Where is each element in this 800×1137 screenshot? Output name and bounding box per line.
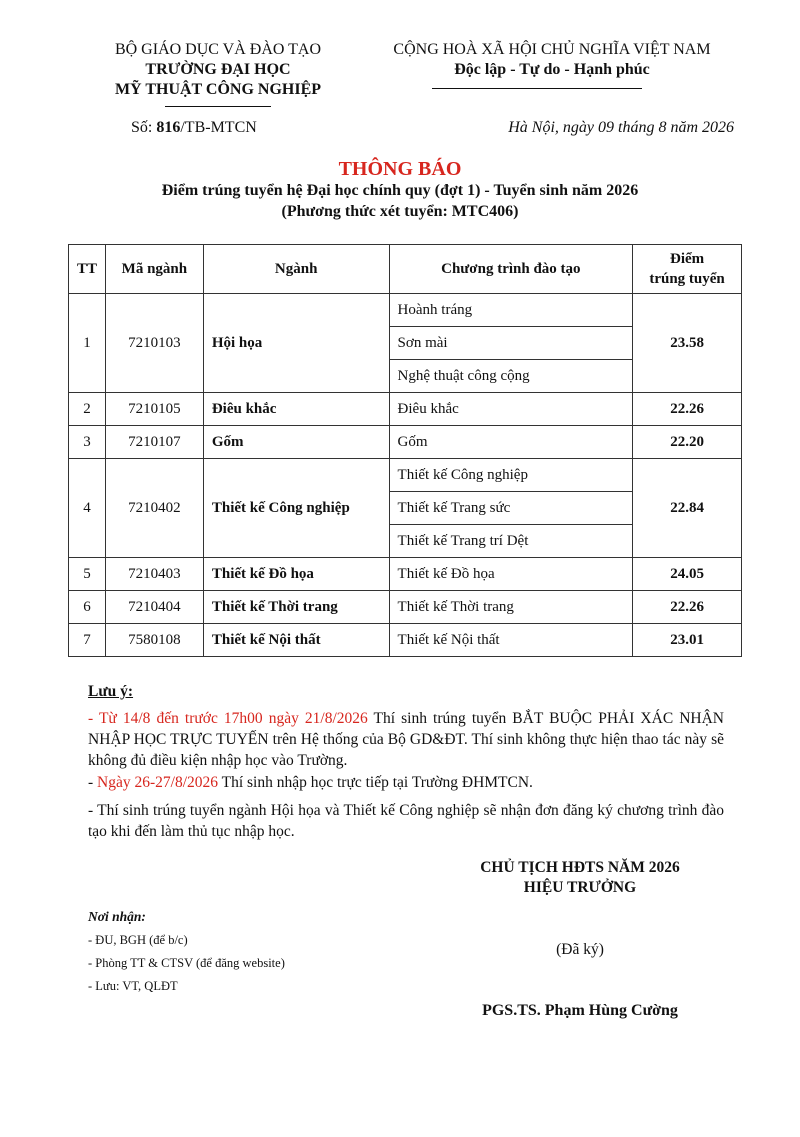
notice-title: THÔNG BÁO: [338, 158, 462, 180]
note-1-text: Thí sinh trúng tuyển BẮT BUỘC PHẢI XÁC NHẬN NHẬP HỌC TRỰC TUYẾN trên Hệ thống của Bộ GD&ĐT. Thí sinh không thực hiện thao tác này sẽ không đủ điều kiện nhập học vào Trường.: [88, 710, 724, 769]
signature-block: [450, 858, 710, 898]
cell-tt: 2: [69, 393, 106, 426]
notes-heading-text: Lưu ý:: [88, 683, 134, 700]
cell-major: Gốm: [203, 426, 389, 459]
school-name-line2: MỸ THUẬT CÔNG NGHIỆP: [114, 81, 322, 98]
document-number: [131, 118, 257, 138]
table-header-row: [69, 245, 742, 294]
cell-program: Thiết kế Công nghiệp: [389, 459, 633, 492]
table-row: [69, 591, 742, 624]
cell-score: 23.01: [633, 624, 742, 657]
cell-major: Thiết kế Nội thất: [203, 624, 389, 657]
signed-mark: (Đã ký): [556, 941, 604, 958]
cell-program: Sơn mài: [389, 327, 633, 360]
cell-code: 7210402: [105, 459, 203, 558]
table-row: [69, 558, 742, 591]
nation-name: CỘNG HOÀ XÃ HỘI CHỦ NGHĨA VIỆT NAM: [393, 41, 711, 58]
header-right: [372, 40, 732, 80]
signer-title-1: CHỦ TỊCH HĐTS NĂM 2026: [480, 859, 680, 876]
doc-no-prefix: Số:: [131, 119, 153, 136]
header-left: [78, 40, 358, 100]
header-left-underline: [165, 106, 271, 107]
notice-subtitle-2: (Phương thức xét tuyển: MTC406): [281, 203, 519, 220]
cell-program: Thiết kế Trang sức: [389, 492, 633, 525]
notes-heading: [88, 681, 133, 702]
cell-program: Thiết kế Đồ họa: [389, 558, 633, 591]
national-motto: Độc lập - Tự do - Hạnh phúc: [454, 61, 650, 78]
cell-program: Nghệ thuật công cộng: [389, 360, 633, 393]
note-2-date: Ngày 26-27/8/2026: [97, 774, 219, 791]
notice-subtitle-1: Điểm trúng tuyển hệ Đại học chính quy (đợt 1) - Tuyển sinh năm 2026: [161, 182, 639, 199]
signer-name: PGS.TS. Phạm Hùng Cường: [482, 1002, 678, 1019]
cell-tt: 6: [69, 591, 106, 624]
cell-code: 7210403: [105, 558, 203, 591]
cell-major: Hội họa: [203, 294, 389, 393]
cell-score: 24.05: [633, 558, 742, 591]
table-row: [69, 294, 742, 327]
recipients-list: [88, 929, 285, 998]
cell-tt: 4: [69, 459, 106, 558]
recipient-item: - Lưu: VT, QLĐT: [88, 979, 178, 993]
cell-code: 7210404: [105, 591, 203, 624]
cell-score: 22.26: [633, 393, 742, 426]
col-header-score: [633, 245, 742, 294]
col-header-program: Chương trình đào tạo: [389, 245, 633, 294]
cell-code: 7210105: [105, 393, 203, 426]
cell-major: Thiết kế Đồ họa: [203, 558, 389, 591]
note-3: - Thí sinh trúng tuyển ngành Hội họa và Thiết kế Công nghiệp sẽ nhận đơn đăng ký chương trình đào tạo khi đến làm thủ tục nhập học.: [88, 802, 724, 840]
note-2-text: Thí sinh nhập học trực tiếp tại Trường ĐHMTCN.: [218, 774, 533, 791]
cell-score: 22.20: [633, 426, 742, 459]
note-1-deadline: - Từ 14/8 đến trước 17h00 ngày 21/8/2026: [88, 710, 368, 727]
table-row: [69, 426, 742, 459]
cell-program: Thiết kế Thời trang: [389, 591, 633, 624]
cell-program: Điêu khắc: [389, 393, 633, 426]
cell-code: 7210103: [105, 294, 203, 393]
col-header-tt: TT: [69, 245, 106, 294]
cell-program: Hoành tráng: [389, 294, 633, 327]
cell-code: 7580108: [105, 624, 203, 657]
table-row: [69, 393, 742, 426]
cell-tt: 1: [69, 294, 106, 393]
doc-no-value: 816: [156, 119, 181, 136]
col-header-score-line2: trúng tuyển: [649, 271, 725, 287]
place-date: Hà Nội, ngày 09 tháng 8 năm 2026: [508, 119, 734, 136]
cell-score: 22.26: [633, 591, 742, 624]
col-header-score-line1: Điểm: [669, 251, 705, 267]
cell-tt: 7: [69, 624, 106, 657]
admission-score-table: [68, 244, 742, 657]
cell-major: Thiết kế Công nghiệp: [203, 459, 389, 558]
ministry-name: BỘ GIÁO DỤC VÀ ĐÀO TẠO: [114, 41, 322, 58]
recipient-item: - Phòng TT & CTSV (để đăng website): [88, 956, 285, 970]
note-2-prefix: -: [88, 774, 98, 791]
school-name-line1: TRƯỜNG ĐẠI HỌC: [145, 61, 291, 78]
cell-score: 22.84: [633, 459, 742, 558]
col-header-major: Ngành: [203, 245, 389, 294]
doc-no-suffix: /TB-MTCN: [180, 119, 257, 136]
signer-title-2: HIỆU TRƯỞNG: [523, 879, 637, 896]
cell-code: 7210107: [105, 426, 203, 459]
recipient-item: - ĐU, BGH (để b/c): [88, 933, 188, 947]
table-row: [69, 624, 742, 657]
cell-major: Điêu khắc: [203, 393, 389, 426]
note-1: [88, 708, 724, 771]
cell-tt: 3: [69, 426, 106, 459]
cell-tt: 5: [69, 558, 106, 591]
cell-program: Thiết kế Trang trí Dệt: [389, 525, 633, 558]
cell-program: Gốm: [389, 426, 633, 459]
table-row: [69, 459, 742, 492]
col-header-code: Mã ngành: [105, 245, 203, 294]
cell-program: Thiết kế Nội thất: [389, 624, 633, 657]
cell-score: 23.58: [633, 294, 742, 393]
cell-major: Thiết kế Thời trang: [203, 591, 389, 624]
recipients-heading: Nơi nhận:: [88, 909, 146, 924]
note-2: [88, 772, 724, 793]
header-right-underline: [432, 88, 642, 89]
